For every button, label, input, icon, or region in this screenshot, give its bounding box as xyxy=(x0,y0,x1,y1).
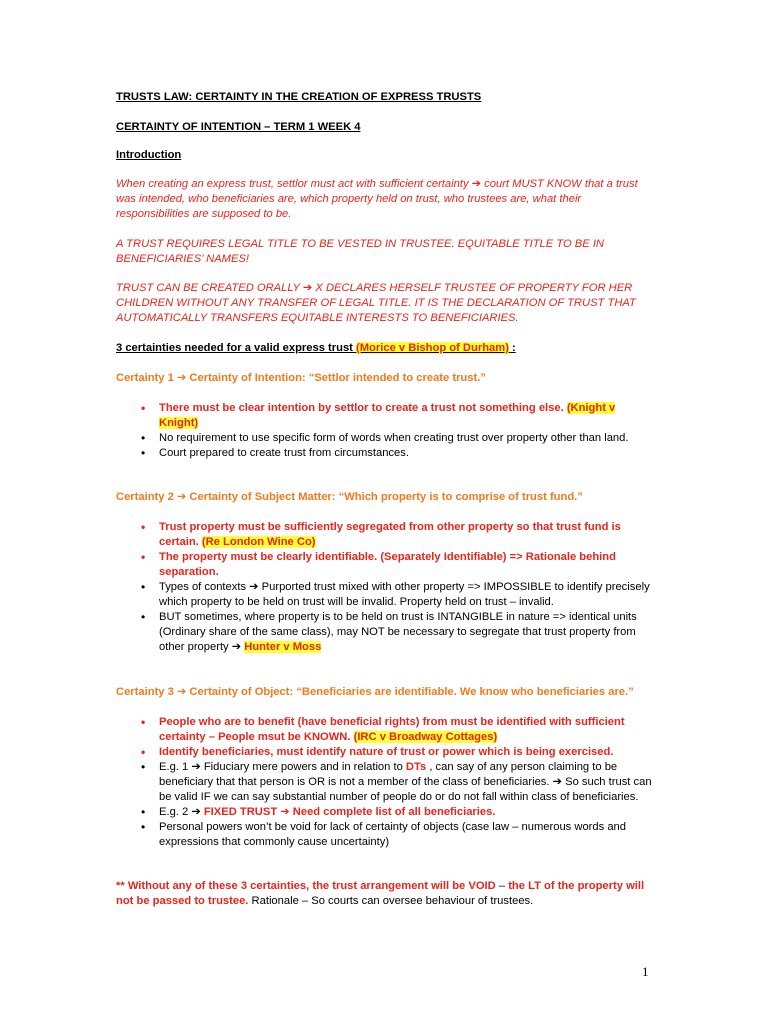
arrow-icon: ➔ xyxy=(176,372,187,384)
list-item: • Identify beneficiaries, must identify nature of trust or power which is being exercised. xyxy=(141,745,656,760)
case-citation: (IRC v Broadway Cottages) xyxy=(353,731,498,743)
arrow-icon: ➔ xyxy=(176,686,187,698)
certainty-3-heading: Certainty 3 ➔ Certainty of Object: “Beneficiaries are identifiable. We know who beneficiaries are.” xyxy=(116,686,634,698)
arrow-icon: ➔ xyxy=(552,776,562,788)
intro-paragraph-3: TRUST CAN BE CREATED ORALLY ➔ X DECLARES HERSELF TRUSTEE OF PROPERTY FOR HER CHILDREN WITHOUT ANY TRANSFER OF LEGAL TITLE. IT IS THE DECLARATION OF TRUST THAT AUTOMATICALLY TRANSFERS EQUITABLE INTERESTS TO BENEFICIARIES. xyxy=(116,282,636,324)
document-title: TRUSTS LAW: CERTAINTY IN THE CREATION OF EXPRESS TRUSTS xyxy=(116,91,482,103)
arrow-icon: ➔ xyxy=(249,581,259,593)
certainty-2-list xyxy=(141,520,656,655)
arrow-icon: ➔ xyxy=(471,178,482,190)
list-item: • Types of contexts ➔ Purported trust mixed with other property => IMPOSSIBLE to identify precisely which property to be held on trust will be invalid. Property held on trust – invalid. xyxy=(141,580,656,610)
case-citation: (Re London Wine Co) xyxy=(201,536,316,548)
list-item: • Trust property must be sufficiently segregated from other property so that trust fund is certain. (Re London Wine Co) xyxy=(141,520,656,550)
list-item: • E.g. 2 ➔ FIXED TRUST ➔ Need complete list of all beneficiaries. xyxy=(141,805,656,820)
list-item: • E.g. 1 ➔ Fiduciary mere powers and in relation to DTs , can say of any person claiming to be beneficiary that that person is OR is not a member of the class of beneficiaries. ➔ So such trust can be valid IF we can say substantial number of people do or do not fall within class of beneficiaries. xyxy=(141,760,656,805)
case-citation: Hunter v Moss xyxy=(244,641,322,653)
intro-paragraph-2: A TRUST REQUIRES LEGAL TITLE TO BE VESTED IN TRUSTEE. EQUITABLE TITLE TO BE IN BENEFICIARIES’ NAMES! xyxy=(116,238,605,265)
document-subtitle: CERTAINTY OF INTENTION – TERM 1 WEEK 4 xyxy=(116,121,361,133)
list-item: • Personal powers won’t be void for lack of certainty of objects (case law – numerous words and expressions that commonly cause uncertainty) xyxy=(141,820,656,850)
list-item: • There must be clear intention by settlor to create a trust not something else. (Knight v Knight) xyxy=(141,401,656,431)
case-citation: (Knight v Knight) xyxy=(159,402,616,429)
list-item: • Court prepared to create trust from circumstances. xyxy=(141,446,656,461)
three-certainties-heading: 3 certainties needed for a valid express trust (Morice v Bishop of Durham) : xyxy=(116,342,516,354)
certainty-3-list xyxy=(141,715,656,850)
certainty-1-list xyxy=(141,401,656,461)
conclusion-paragraph: ** Without any of these 3 certainties, the trust arrangement will be VOID – the LT of the property will not be passed to trustee. Rationale – So courts can oversee behaviour of trustees. xyxy=(116,880,645,907)
list-item: • The property must be clearly identifiable. (Separately Identifiable) => Rationale behind separation. xyxy=(141,550,656,580)
certainty-1-heading: Certainty 1 ➔ Certainty of Intention: “Settlor intended to create trust.” xyxy=(116,372,486,384)
arrow-icon: ➔ xyxy=(231,641,242,653)
case-citation: (Morice v Bishop of Durham) xyxy=(356,342,509,354)
certainty-2-heading: Certainty 2 ➔ Certainty of Subject Matter: “Which property is to comprise of trust fund.” xyxy=(116,491,583,503)
arrow-icon: ➔ xyxy=(280,806,290,818)
list-item: • People who are to benefit (have beneficial rights) from must be identified with sufficient certainty – People msut be KNOWN. (IRC v Broadway Cottages) xyxy=(141,715,656,745)
arrow-icon: ➔ xyxy=(302,282,313,294)
list-item: • BUT sometimes, where property is to be held on trust is INTANGIBLE in nature => identical units (Ordinary share of the same class), may NOT be necessary to segregate that trust property from other property ➔ Hunter v Moss xyxy=(141,610,656,655)
dts-term: DTs xyxy=(405,761,427,773)
arrow-icon: ➔ xyxy=(176,491,187,503)
intro-heading: Introduction xyxy=(116,149,182,161)
intro-paragraph-1: When creating an express trust, settlor must act with sufficient certainty ➔ court MUST KNOW that a trust was intended, who beneficiaries are, which property held on trust, who trustees are, what their responsibilities are supposed to be. xyxy=(116,178,638,220)
page-number: 1 xyxy=(642,964,649,979)
arrow-icon: ➔ xyxy=(191,806,201,818)
list-item: • No requirement to use specific form of words when creating trust over property other than land. xyxy=(141,431,656,446)
arrow-icon: ➔ xyxy=(191,761,201,773)
